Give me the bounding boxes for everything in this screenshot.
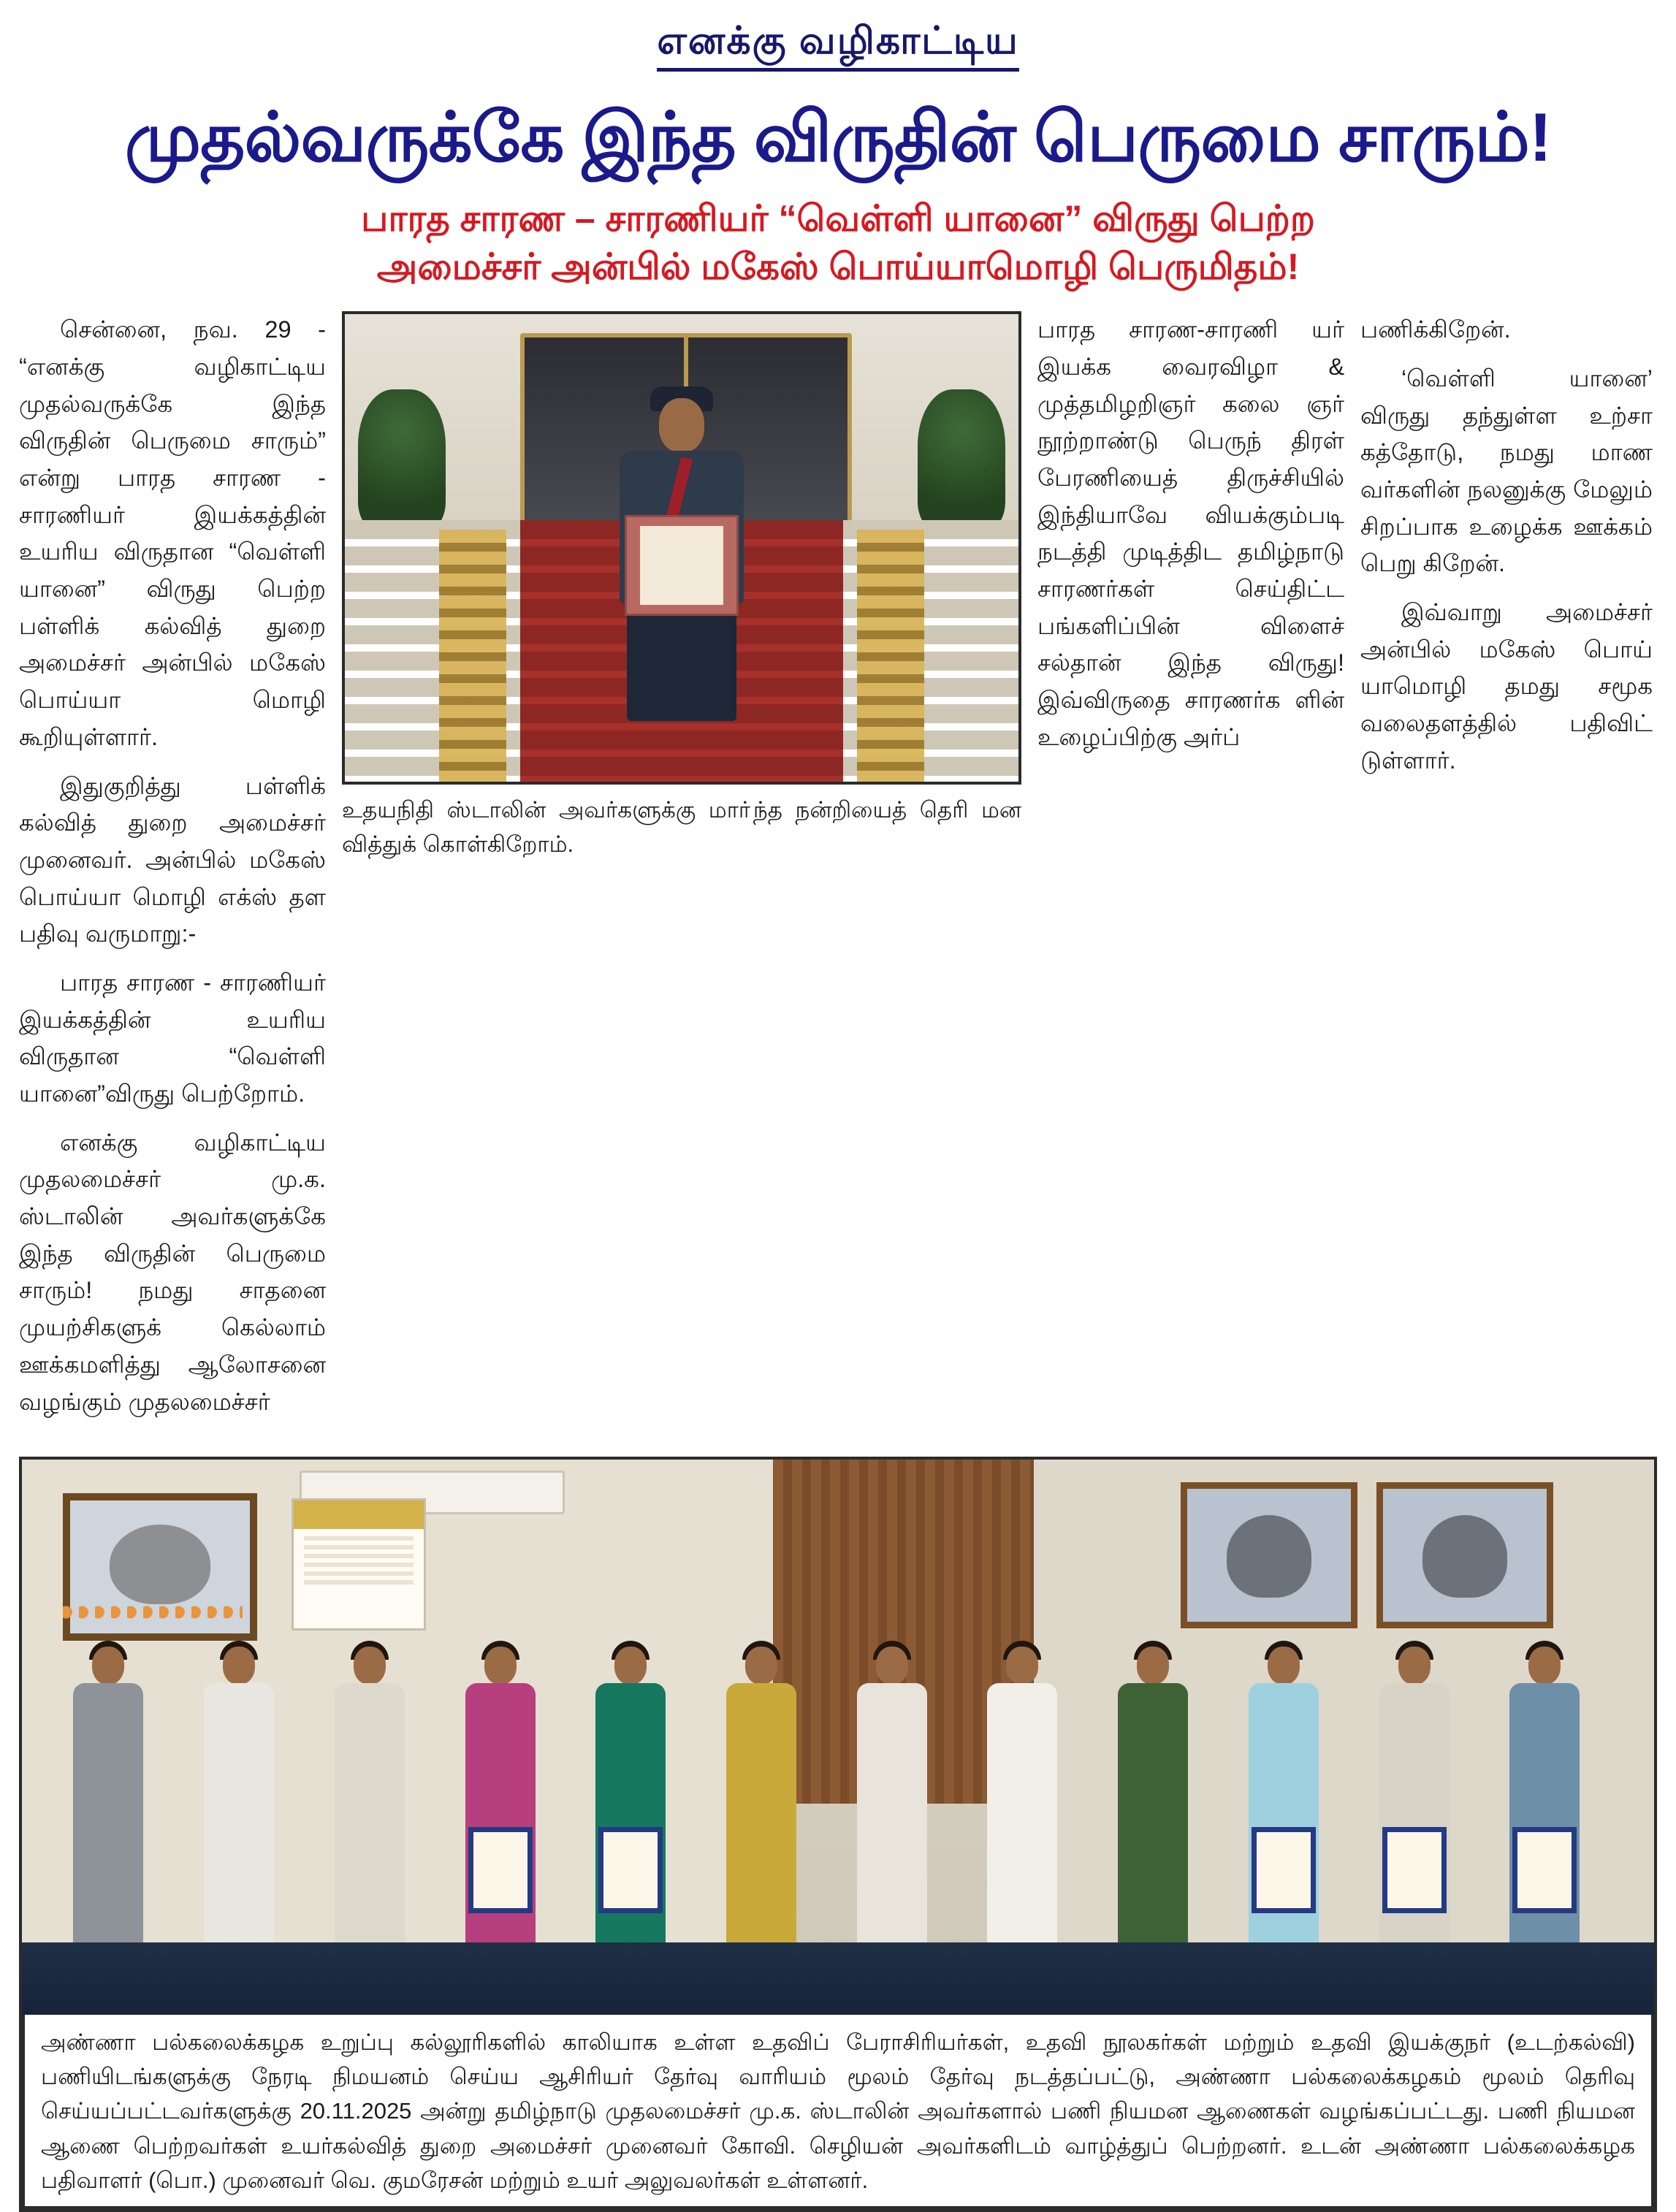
group-photo-block (19, 1457, 1657, 2212)
article-body (0, 311, 1676, 1446)
paragraph: இவ்வாறு அமைச்சர் அன்பில் மகேஸ் பொய் யாமொழி தமது சமூக வலைதளத்தில் பதிவிட் டுள்ளார். (1360, 599, 1653, 774)
article-column-1 (19, 311, 326, 1432)
group-photo-caption-box (22, 2015, 1654, 2209)
person (47, 1647, 171, 1942)
paragraph: ‘வெள்ளி யானை’ விருது தந்துள்ள உற்சா கத்தோடு, நமது மாண வர்களின் நலனுக்கு மேலும் சிறப்பாக உழைக்க ஊக்கம் பெறு கிறேன். (1360, 365, 1653, 577)
person (568, 1647, 693, 1942)
person (308, 1647, 432, 1942)
scout-officer-figure (612, 398, 751, 720)
person (177, 1647, 301, 1942)
brass-railing-left (439, 530, 506, 782)
people-row (22, 1598, 1654, 1942)
photo-caption: அண்ணா பல்கலைக்கழக உறுப்பு கல்லூரிகளில் காலியாக உள்ள உதவிப் பேராசிரியர்கள், உதவி நூலகர்கள் மற்றும் உதவி இயக்குநர் (உடற்கல்வி) பணியிடங்களுக்கு நேரடி நிமயனம் செய்ய ஆசிரியர் தேர்வு வாரியம் மூலம் தேர்வு நடத்தப்பட்டு, அண்ணா பல்கலைக்கழகம் மூலம் தெரிவு செய்யப்பட்டவர்களுக்கு 20.11.2025 அன்று தமிழ்நாடு முதலமைச்சர் மு.க. ஸ்டாலின் அவர்களால் பணி நியமன ஆணைகள் வழங்கப்பட்டது. பணி நியமன ஆணை பெற்றவர்கள் உயர்கல்வித் துறை அமைச்சர் முனைவர் கோவி. செழியன் அவர்களிடம் வாழ்த்துப் பெற்றனர். உடன் அண்ணா பல்கலைக்கழக பதிவாளர் (பொ.) முனைவர் வெ. குமரேசன் மற்றும் உயர் அலுவலர்கள் உள்ளனர். (41, 2029, 1635, 2193)
plant-right (918, 389, 1005, 530)
paragraph: எனக்கு வழிகாட்டிய முதலமைச்சர் மு.க. ஸ்டாலின் அவர்களுக்கே இந்த விருதின் பெருமை சாரும்! நமது சாதனை முயற்சிகளுக் கெல்லாம் ஊக்கமளித்து ஆலோசனை வழங்கும் முதலமைச்சர் (19, 1129, 326, 1415)
group-photo-appointment-orders (22, 1460, 1654, 2015)
person (830, 1647, 954, 1942)
kicker-label: எனக்கு வழிகாட்டிய (657, 20, 1018, 72)
person (961, 1647, 1085, 1942)
plant-left (358, 389, 446, 530)
person (1352, 1647, 1477, 1942)
trousers (627, 601, 736, 721)
person (1482, 1647, 1607, 1942)
subheadline (0, 194, 1676, 291)
article-column-2 (342, 311, 1021, 872)
article-column-3 (1037, 311, 1344, 767)
person (1091, 1647, 1215, 1942)
person (438, 1647, 563, 1942)
photo-caption: உதயநிதி ஸ்டாலின் அவர்களுக்கு மாா்ந்த நன்றியைத் தெரி மன வித்துக் கொள்கிறோம். (342, 797, 1021, 857)
page-title: முதல்வருக்கே இந்த விருதின் பெருமை சாரும்! (124, 99, 1552, 175)
subheadline-line-1: பாரத சாரண – சாரணியர் “வெள்ளி யானை” விருது பெற்ற (361, 198, 1315, 240)
paragraph: பாரத சாரண-சாரணி யர் இயக்க வைரவிழா & முத்தமிழறிஞர் கலை ஞர் நூற்றாண்டு பெருந் திரள் பேரணியைத் திருச்சியில் இந்தியாவே வியக்கும்படி நடத்தி முடித்திட தமிழ்நாடு சாரணர்கள் செய்திட்ட பங்களிப்பின் விளைச் சல்தான் இந்த விருது! இவ்விருதை சாரணர்க ளின் உழைப்பிற்கு அர்ப் (1037, 316, 1344, 750)
award-certificate-folder (625, 515, 739, 616)
article-column-4 (1360, 311, 1653, 790)
person (699, 1647, 823, 1942)
paragraph: பாரத சாரண - சாரணியர் இயக்கத்தின் உயரிய விருதான “வெள்ளி யானை”விருது பெற்றோம். (19, 969, 326, 1107)
minister-with-award-photo (342, 311, 1021, 785)
paragraph: பணிக்கிறேன். (1360, 316, 1511, 343)
paragraph: இதுகுறித்து பள்ளிக் கல்வித் துறை அமைச்சர் முனைவர். அன்பில் மகேஸ் பொய்யா மொழி எக்ஸ் தள பதிவு வருமாறு:- (19, 772, 326, 947)
paragraph: சென்னை, நவ. 29 - “எனக்கு வழிகாட்டிய முதல்வருக்கே இந்த விருதின் பெருமை சாரும்” என்று பாரத சாரண - சாரணியர் இயக்கத்தின் உயரிய விருதான “வெள்ளி யானை” விருது பெற்ற பள்ளிக் கல்வித் துறை அமைச்சர் அன்பில் மகேஸ் பொய்யா மொழி கூறியுள்ளார். (19, 316, 326, 750)
conference-table (22, 1942, 1654, 2015)
kicker-text (0, 0, 1676, 72)
person (1222, 1647, 1346, 1942)
subheadline-line-2: அமைச்சர் அன்பில் மகேஸ் பொய்யாமொழி பெருமிதம்! (376, 246, 1300, 288)
brass-railing-right (857, 530, 924, 782)
head (659, 398, 704, 452)
